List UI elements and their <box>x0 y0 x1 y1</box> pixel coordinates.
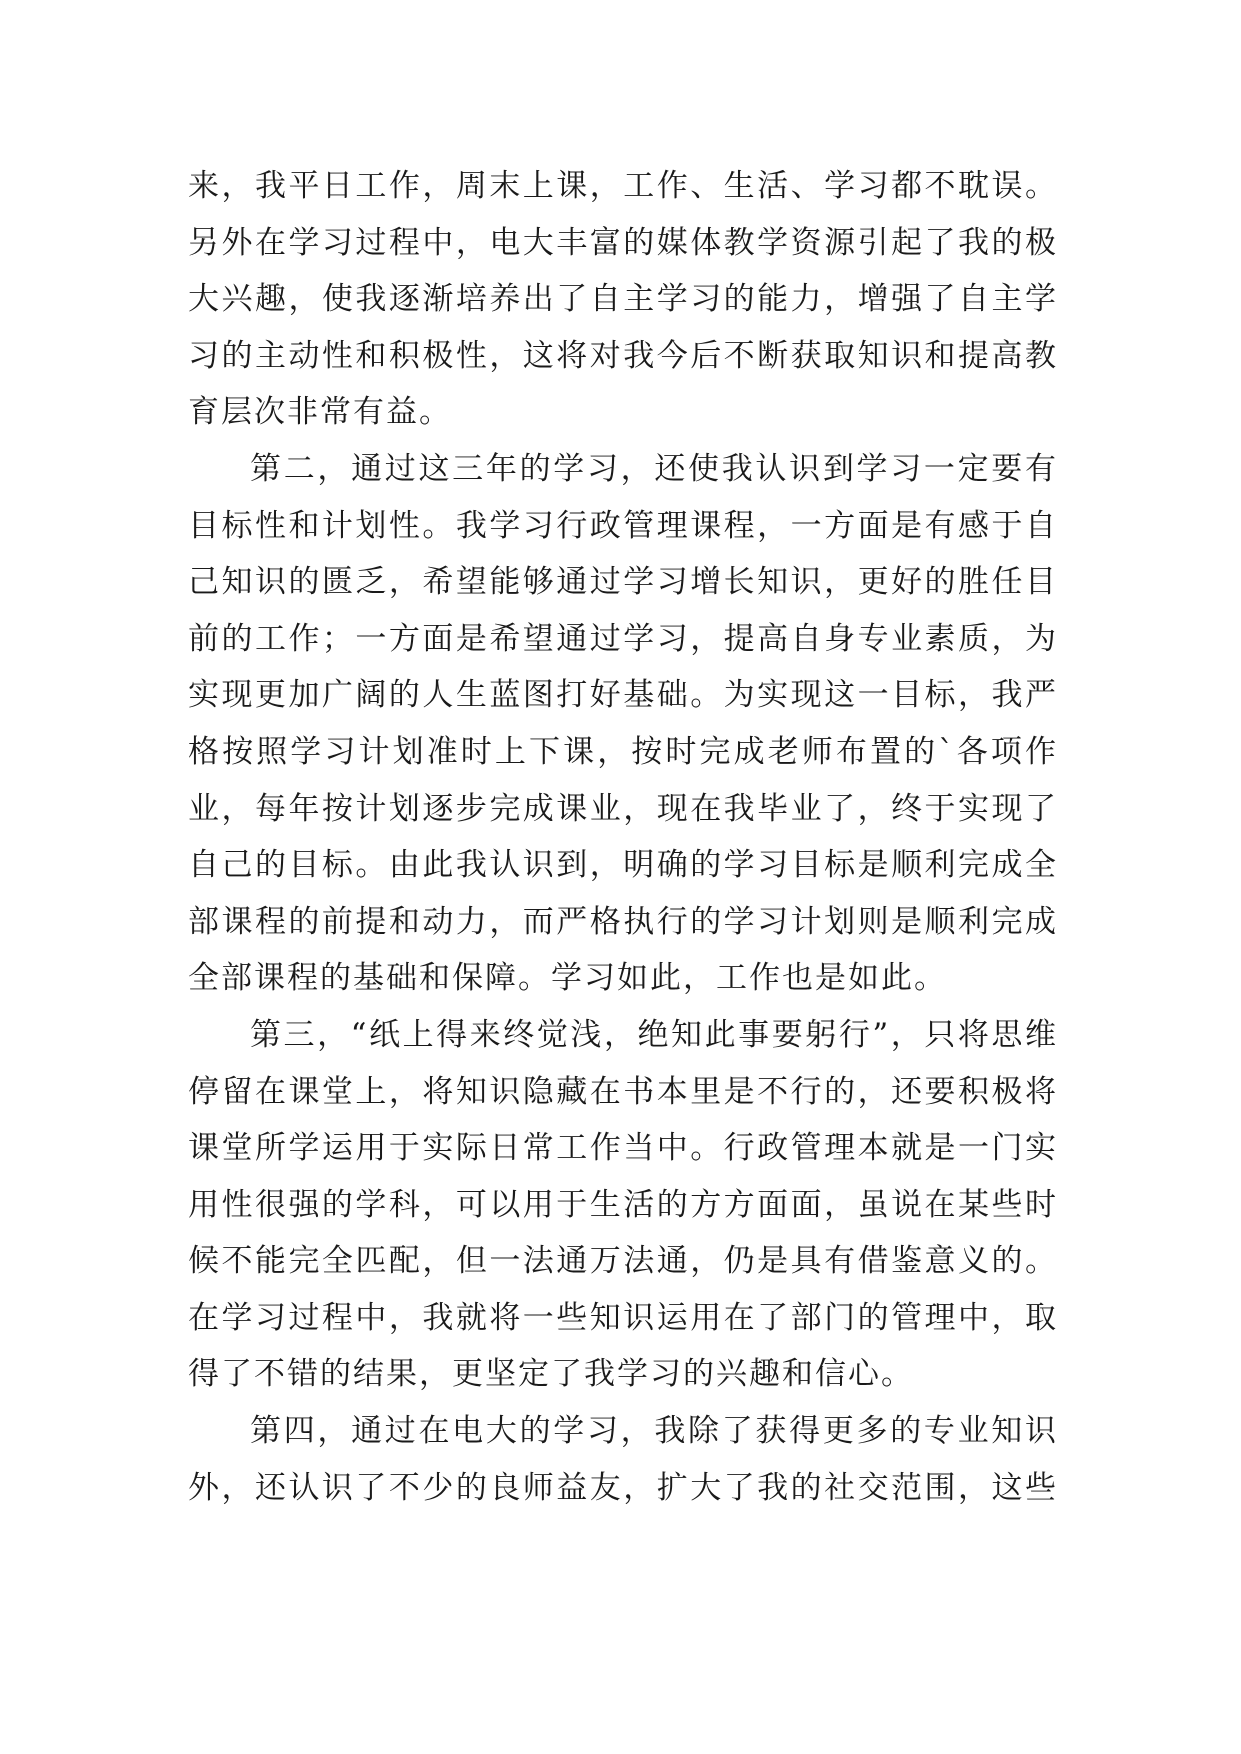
text-line: 自己的目标。由此我认识到，明确的学习目标是顺利完成全 <box>188 847 1058 884</box>
text-line: 全部课程的基础和保障。学习如此，工作也是如此。 <box>188 960 947 997</box>
text-line: 用性很强的学科，可以用于生活的方方面面，虽说在某些时 <box>188 1186 1058 1223</box>
text-line: 候不能完全匹配，但一法通万法通，仍是具有借鉴意义的。 <box>188 1243 1058 1280</box>
text-line: 前的工作；一方面是希望通过学习，提高自身专业素质，为 <box>188 620 1058 657</box>
paragraph-start-line: 第四，通过在电大的学习，我除了获得更多的专业知识 <box>250 1413 1058 1450</box>
text-line: 课堂所学运用于实际日常工作当中。行政管理本就是一门实 <box>188 1130 1058 1167</box>
paragraph-start-line: 第二，通过这三年的学习，还使我认识到学习一定要有 <box>250 450 1058 487</box>
text-line: 实现更加广阔的人生蓝图打好基础。为实现这一目标，我严 <box>188 677 1058 714</box>
text-line: 部课程的前提和动力，而严格执行的学习计划则是顺利完成 <box>188 903 1058 940</box>
text-line: 外，还认识了不少的良师益友，扩大了我的社交范围，这些 <box>188 1469 1058 1506</box>
text-line: 格按照学习计划准时上下课，按时完成老师布置的`各项作 <box>188 733 1058 770</box>
text-line: 己知识的匮乏，希望能够通过学习增长知识，更好的胜任目 <box>188 564 1058 601</box>
text-line: 习的主动性和积极性，这将对我今后不断获取知识和提高教 <box>188 337 1058 374</box>
text-line: 大兴趣，使我逐渐培养出了自主学习的能力，增强了自主学 <box>188 281 1058 318</box>
text-line: 业，每年按计划逐步完成课业，现在我毕业了，终于实现了 <box>188 790 1058 827</box>
document-body <box>188 158 1058 1516</box>
text-line: 在学习过程中，我就将一些知识运用在了部门的管理中，取 <box>188 1299 1058 1336</box>
text-line: 目标性和计划性。我学习行政管理课程，一方面是有感于自 <box>188 507 1058 544</box>
text-line: 育层次非常有益。 <box>188 394 452 431</box>
text-line: 得了不错的结果，更坚定了我学习的兴趣和信心。 <box>188 1356 914 1393</box>
paragraph-start-line: 第三，“纸上得来终觉浅，绝知此事要躬行”，只将思维 <box>250 1016 1058 1053</box>
text-line: 另外在学习过程中，电大丰富的媒体教学资源引起了我的极 <box>188 224 1058 261</box>
text-line: 来，我平日工作，周末上课，工作、生活、学习都不耽误。 <box>188 168 1058 204</box>
text-line: 停留在课堂上，将知识隐藏在书本里是不行的，还要积极将 <box>188 1073 1058 1110</box>
